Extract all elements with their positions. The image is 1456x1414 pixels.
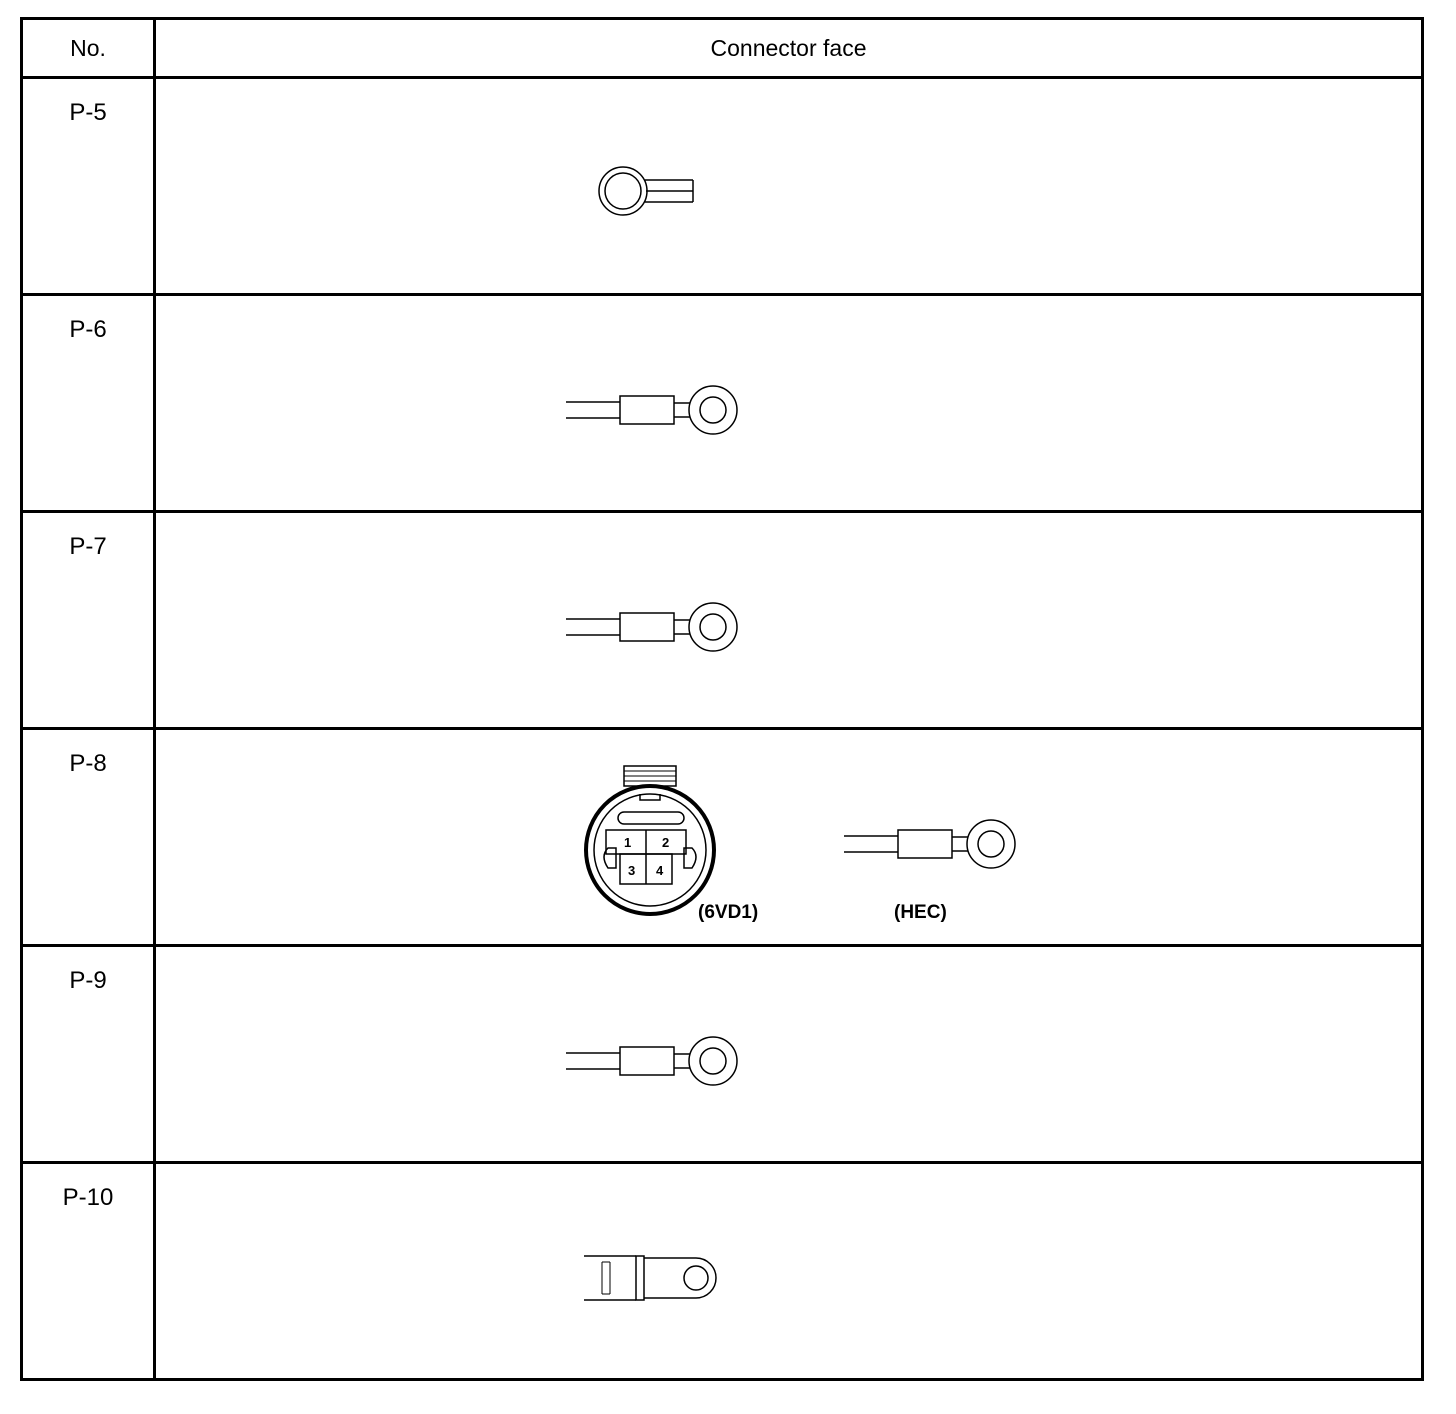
connector-face-cell xyxy=(155,729,1423,946)
table-row xyxy=(22,512,1423,729)
wire-ring-terminal-icon xyxy=(844,817,1029,871)
connector-table xyxy=(20,17,1424,1381)
ring-terminal-icon xyxy=(596,161,706,221)
connector-number: P-5 xyxy=(69,99,107,126)
header-row xyxy=(22,19,1423,78)
connector-number: P-7 xyxy=(69,533,107,560)
connector-face-cell xyxy=(155,1163,1423,1380)
table-row xyxy=(22,295,1423,512)
pin-label: 4 xyxy=(656,863,664,878)
connector-face-cell xyxy=(155,512,1423,729)
header-no: No. xyxy=(22,19,155,78)
connector-number: P-9 xyxy=(69,967,107,994)
wire-ring-terminal-icon xyxy=(566,383,751,437)
connector-face-cell xyxy=(155,78,1423,295)
connector-caption: (HEC) xyxy=(894,902,947,923)
connector-number: P-6 xyxy=(69,316,107,343)
header-connector-face: Connector face xyxy=(155,19,1423,78)
connector-face-cell xyxy=(155,946,1423,1163)
connector-number: P-10 xyxy=(62,1184,114,1211)
table-row xyxy=(22,729,1423,946)
connector-caption: (6VD1) xyxy=(698,902,759,923)
crimp-ring-terminal-icon xyxy=(584,1248,734,1308)
round-4pin-connector-icon xyxy=(580,760,725,920)
table-row xyxy=(22,946,1423,1163)
connector-face-cell xyxy=(155,295,1423,512)
pin-label: 2 xyxy=(662,835,670,850)
table-row xyxy=(22,78,1423,295)
pin-label: 1 xyxy=(624,835,632,850)
wire-ring-terminal-icon xyxy=(566,600,751,654)
wire-ring-terminal-icon xyxy=(566,1034,751,1088)
pin-label: 3 xyxy=(628,863,636,878)
table-row xyxy=(22,1163,1423,1380)
connector-number: P-8 xyxy=(69,750,107,777)
